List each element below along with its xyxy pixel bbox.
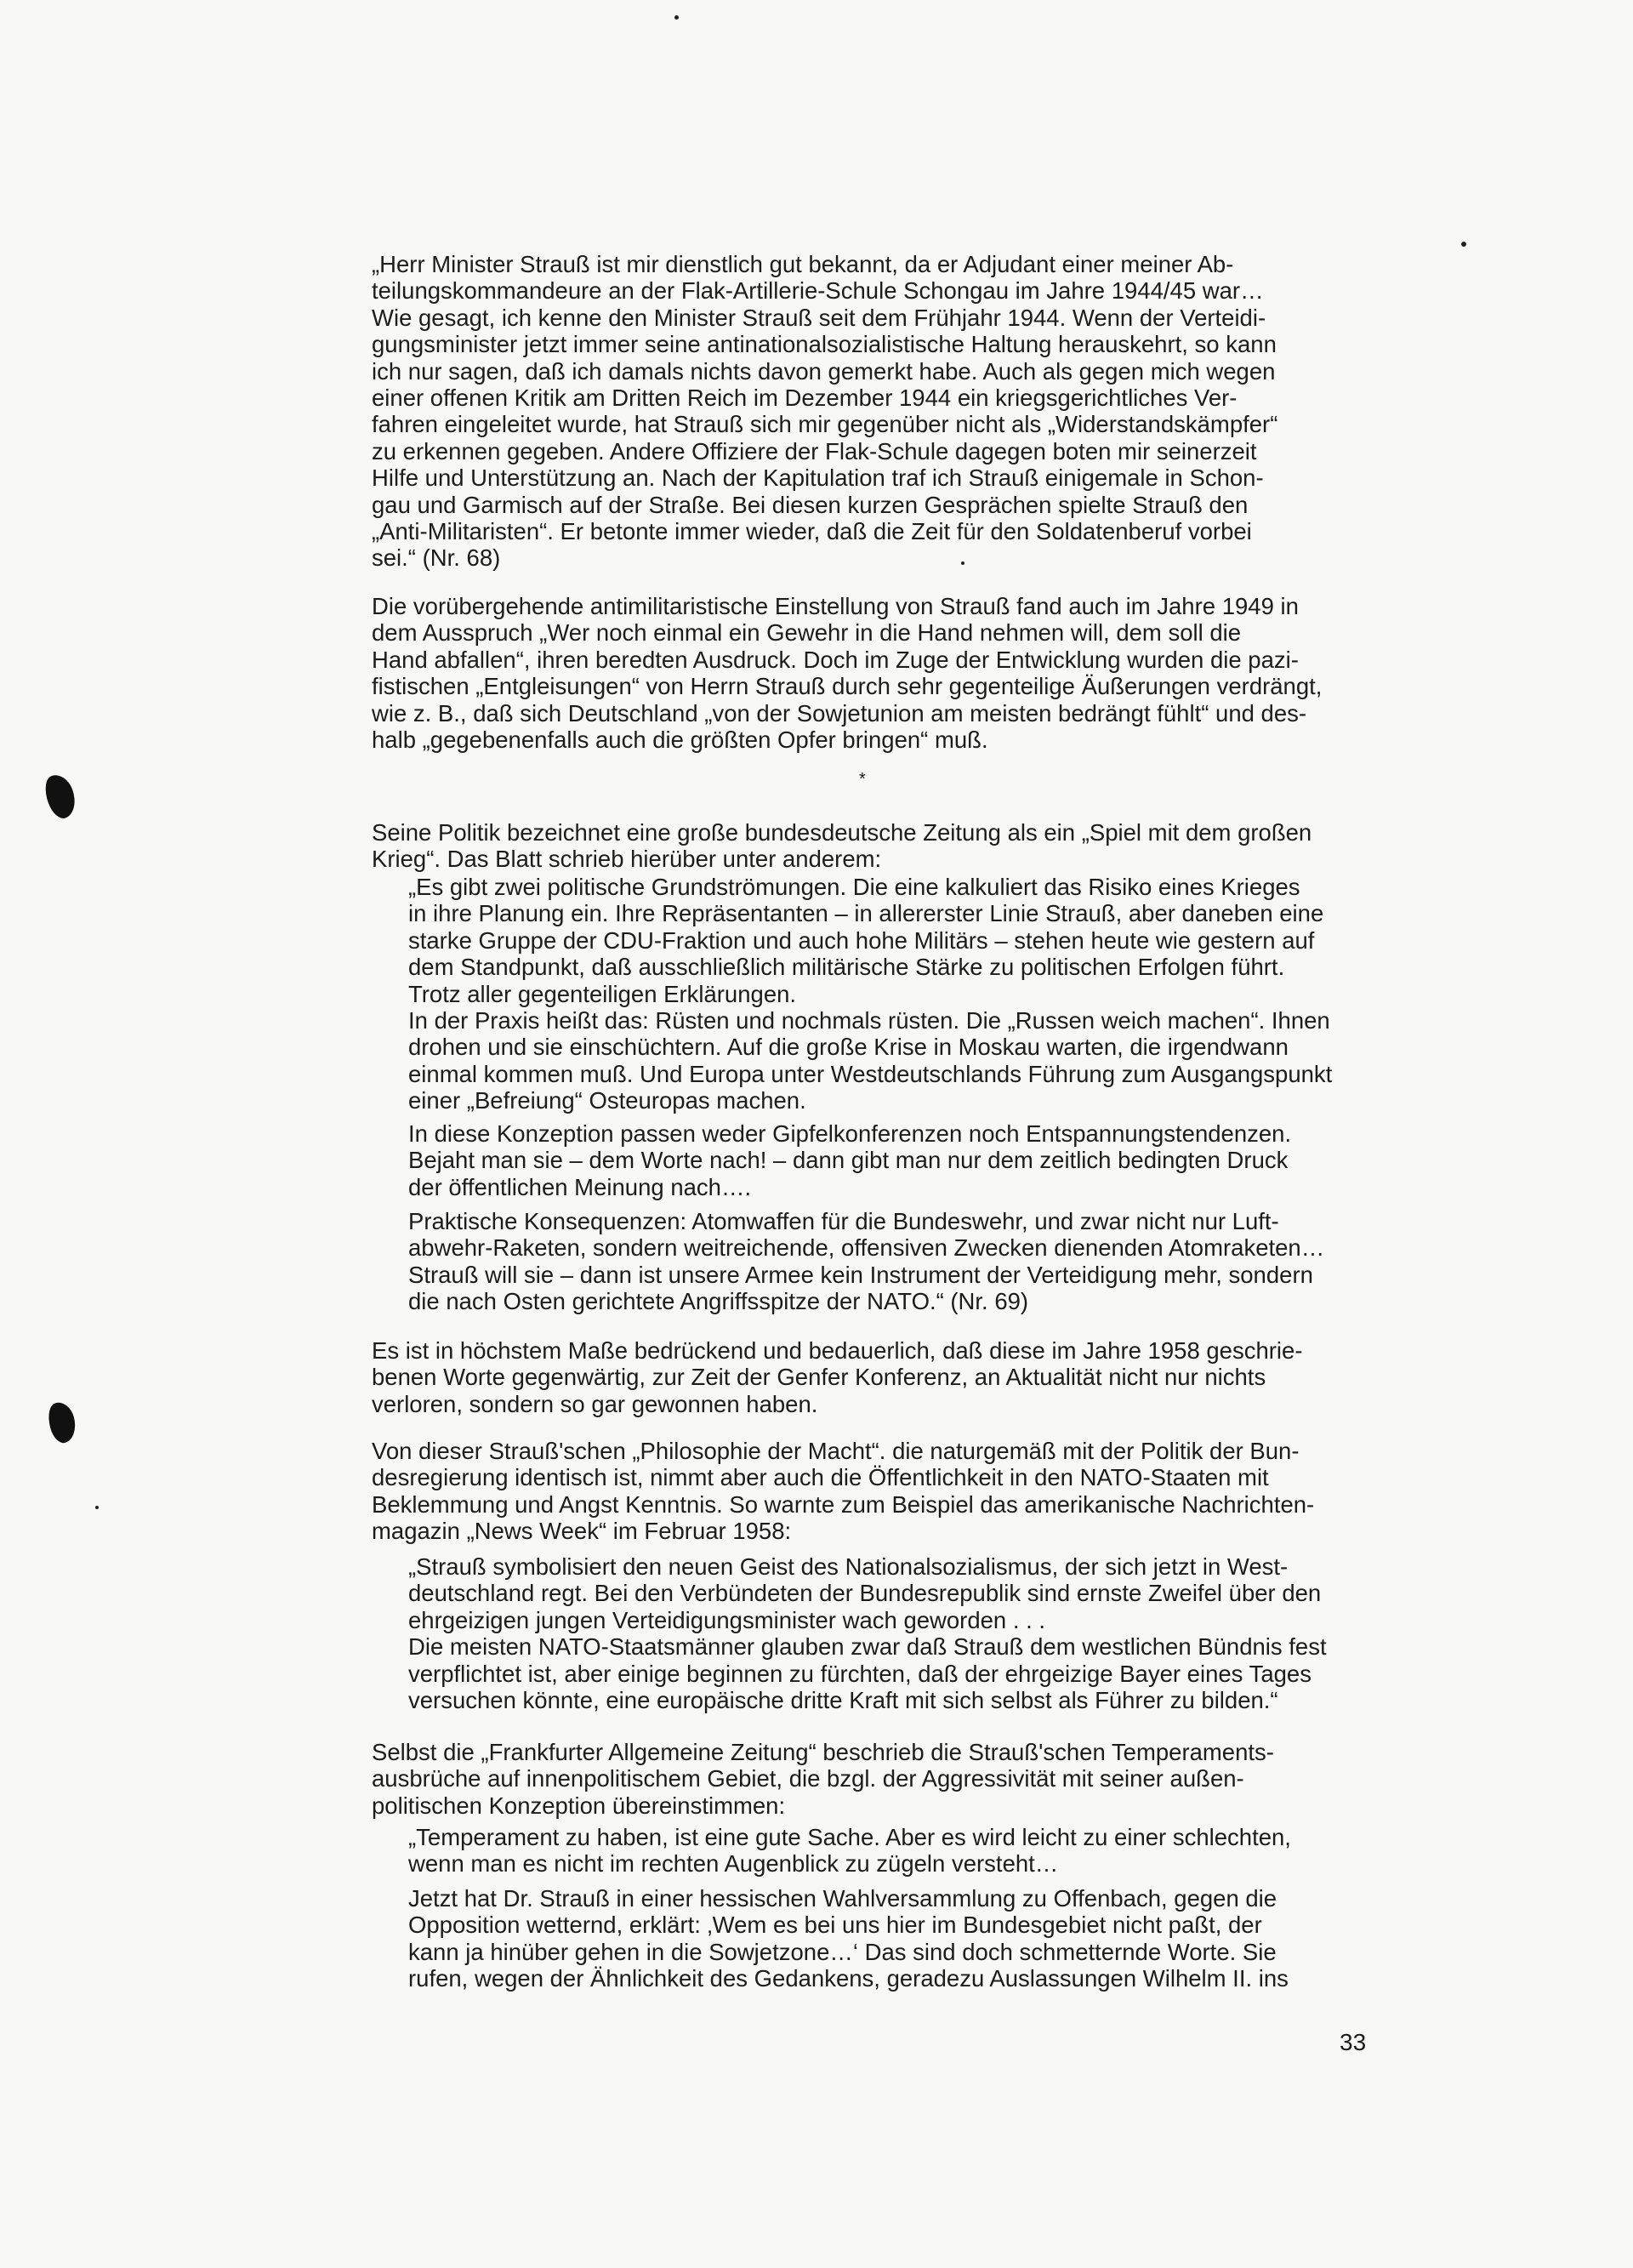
- body-paragraph-2: Die vorübergehende antimilitaristische Einstellung von Strauß fand auch im Jahre 1949 in dem Ausspruch „Wer noch einmal ein Gewehr in die Hand nehmen will, dem soll die Hand abfallen“, ihren beredten Ausdruck. Doch im Zuge der Entwicklung wurden die pazi- fistischen „Entgleisungen“ von Herrn Strauß durch sehr gegenteilige Äußerungen verdrängt, wie z. B., daß sich Deutschland „von der Sowjetunion am meisten bedrängt fühlt“ und des- halb „gegebenenfalls auch die größten Opfer bringen“ muß.: [372, 593, 1323, 754]
- page-number: 33: [1340, 2029, 1367, 2055]
- body-paragraph-10: Selbst die „Frankfurter Allgemeine Zeitung“ beschrieb die Strauß'schen Temperaments- ausbrüche auf innenpolitischem Gebiet, die bzgl. der Aggressivität mit seiner außen- politischen Konzeption übereinstimmen:: [372, 1739, 1274, 1819]
- ink-blot-mark: [40, 771, 81, 822]
- scan-speck: [1461, 242, 1466, 247]
- scan-speck: [674, 15, 679, 20]
- quote-paragraph-5: In diese Konzeption passen weder Gipfelkonferenzen noch Entspannungstendenzen. Bejaht man sie – dem Worte nach! – dann gibt man nur dem zeitlich bedingten Druck der öffentlichen Meinung nach….: [408, 1120, 1292, 1200]
- quote-paragraph-1: „Herr Minister Strauß ist mir dienstlich gut bekannt, da er Adjudant einer meiner Ab- teilungskommandeure an der Flak-Artillerie-Schule Schongau im Jahre 1944/45 war… Wie gesagt, ich kenne den Minister Strauß seit dem Frühjahr 1944. Wenn der Verteidi- gungsminister jetzt immer seine antinationalsozialistische Haltung herauskehrt, so kann ich nur sagen, daß ich damals nichts davon gemerkt habe. Auch als gegen mich wegen einer offenen Kritik am Dritten Reich im Dezember 1944 ein kriegsgerichtliches Ver- fahren eingeleitet wurde, hat Strauß sich mir gegenüber nicht als „Widerstandskämpfer“ zu erkennen gegeben. Andere Offiziere der Flak-Schule dagegen boten mir seinerzeit Hilfe und Unterstützung an. Nach der Kapitulation traf ich Strauß einigemale in Schon- gau und Garmisch auf der Straße. Bei diesen kurzen Gesprächen spielte Strauß den „Anti-Militaristen“. Er betonte immer wieder, daß die Zeit für den Soldatenberuf vorbei sei.“ (Nr. 68): [372, 251, 1278, 572]
- scan-speck: [961, 561, 964, 565]
- section-separator: *: [859, 770, 866, 789]
- body-paragraph-3: Seine Politik bezeichnet eine große bundesdeutsche Zeitung als ein „Spiel mit dem großen Krieg“. Das Blatt schrieb hierüber unter anderem:: [372, 819, 1312, 873]
- quote-paragraph-4: „Es gibt zwei politische Grundströmungen. Die eine kalkuliert das Risiko eines Krieges in ihre Planung ein. Ihre Repräsentanten – in allererster Linie Strauß, aber daneben eine starke Gruppe der CDU-Fraktion und auch hohe Militärs – stehen heute wie gestern auf dem Standpunkt, daß ausschließlich militärische Stärke zu politischen Erfolgen führt. Trotz aller gegenteiligen Erklärungen. In der Praxis heißt das: Rüsten und nochmals rüsten. Die „Russen weich machen“. Ihnen drohen und sie einschüchtern. Auf die große Krise in Moskau warten, die irgendwann einmal kommen muß. Und Europa unter Westdeutschlands Führung zum Ausgangspunkt einer „Befreiung“ Osteuropas machen.: [408, 874, 1333, 1114]
- ink-blot-mark: [44, 1399, 79, 1445]
- quote-paragraph-12: Jetzt hat Dr. Strauß in einer hessischen Wahlversammlung zu Offenbach, gegen die Opposition wetternd, erklärt: ‚Wem es bei uns hier im Bundesgebiet nicht paßt, der kann ja hinüber gehen in die Sowjetzone…‘ Das sind doch schmetternde Worte. Sie rufen, wegen der Ähnlichkeit des Gedankens, geradezu Auslassungen Wilhelm II. ins: [408, 1885, 1289, 1992]
- body-paragraph-8: Von dieser Strauß'schen „Philosophie der Macht“. die naturgemäß mit der Politik der Bun- desregierung identisch ist, nimmt aber auch die Öffentlichkeit in den NATO-Staaten mit Beklemmung und Angst Kenntnis. So warnte zum Beispiel das amerikanische Nachrichten- magazin „News Week“ im Februar 1958:: [372, 1438, 1315, 1545]
- scan-speck: [95, 1506, 99, 1509]
- body-paragraph-7: Es ist in höchstem Maße bedrückend und bedauerlich, daß diese im Jahre 1958 geschrie- benen Worte gegenwärtig, zur Zeit der Genfer Konferenz, an Aktualität nicht nur nichts verloren, sondern so gar gewonnen haben.: [372, 1337, 1303, 1417]
- quote-paragraph-9: „Strauß symbolisiert den neuen Geist des Nationalsozialismus, der sich jetzt in West- deutschland regt. Bei den Verbündeten der Bundesrepublik sind ernste Zweifel über den ehrgeizigen jungen Verteidigungsminister wach geworden . . . Die meisten NATO-Staatsmänner glauben zwar daß Strauß dem westlichen Bündnis fest verpflichtet ist, aber einige beginnen zu fürchten, daß der ehrgeizige Bayer eines Tages versuchen könnte, eine europäische dritte Kraft mit sich selbst als Führer zu bilden.“: [408, 1553, 1327, 1714]
- quote-paragraph-6: Praktische Konsequenzen: Atomwaffen für die Bundeswehr, und zwar nicht nur Luft- abwehr-Raketen, sondern weitreichende, offensiven Zwecken dienenden Atomraketen… Strauß will sie – dann ist unsere Armee kein Instrument der Verteidigung mehr, sondern die nach Osten gerichtete Angriffsspitze der NATO.“ (Nr. 69): [408, 1208, 1325, 1315]
- quote-paragraph-11: „Temperament zu haben, ist eine gute Sache. Aber es wird leicht zu einer schlechten, wenn man es nicht im rechten Augenblick zu zügeln versteht…: [408, 1824, 1291, 1878]
